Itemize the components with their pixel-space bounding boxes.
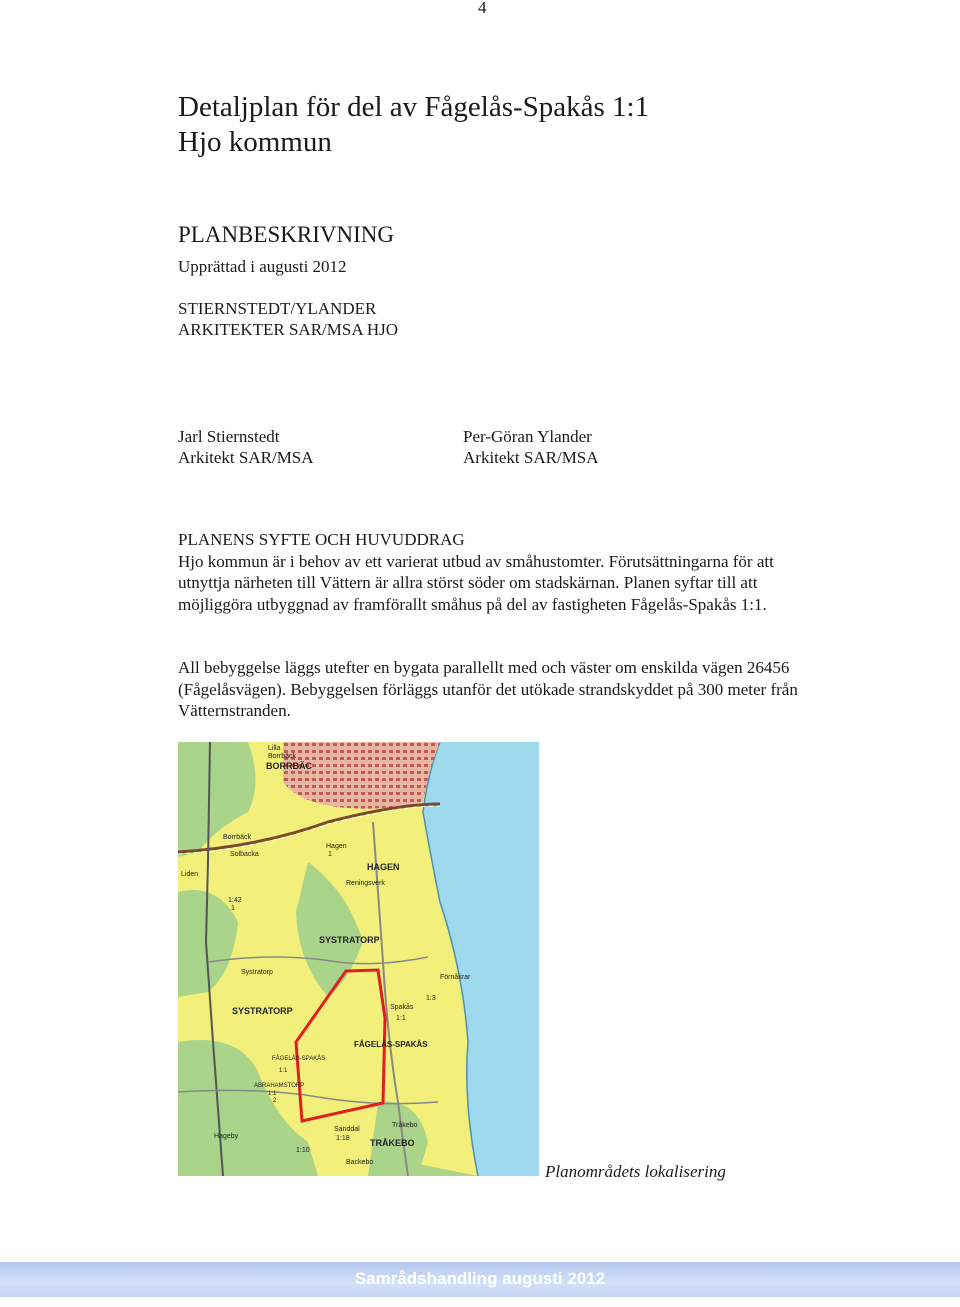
paragraph-1: Hjo kommun är i behov av ett varierat utbud av småhustomter. Förutsättningarna för att utnyttja närheten till Vättern är allra störst söder om stadskärnan. Planen syftar till att möjliggöra utbyggnad av framförallt småhus på del av fastigheten Fågelås-Spakås 1:1. [178,551,774,614]
map-label: 2 [273,1098,277,1104]
title-line-2: Hjo kommun [178,126,332,158]
page-number: 4 [478,0,487,17]
section-block [178,529,798,615]
section-heading: PLANENS SYFTE OCH HUVUDDRAG [178,530,465,549]
paragraph-2: All bebyggelse läggs utefter en bygata parallellt med och väster om enskilda vägen 26456 (Fågelåsvägen). Bebyggelsen förläggs utanför det utökade strandskyddet på 300 meter från Vätternstranden. [178,658,798,720]
map-label: FÅGELÅS-SPAKÅS [354,1040,428,1049]
title-line-1: Detaljplan för del av Fågelås-Spakås 1:1 [178,91,650,123]
map-label: SYSTRATORP [319,935,380,945]
map-label: Borrbäck [268,753,297,760]
document-type: PLANBESKRIVNING [178,222,394,247]
footer-text: Samrådshandling augusti 2012 [354,1269,606,1288]
map-label: Hageby [214,1133,239,1140]
map-label: TRÅKEBO [370,1138,415,1148]
architect-title: Arkitekt SAR/MSA [178,448,314,467]
map-graphic [178,742,539,1176]
map-label: 1 [328,851,332,858]
map-label: Borrbäck [223,834,252,841]
map-label: Systratorp [241,969,273,976]
architect-name: Per-Göran Ylander [463,427,592,446]
architect-1 [178,426,314,468]
map-label: 1:10 [296,1147,310,1154]
map-label: Solbacka [230,851,259,858]
map-label: FÅGELÅS-SPAKÅS [272,1056,326,1062]
map-label: 1:42 [228,897,242,904]
map-label: Spakås [390,1004,414,1011]
map-label: Tråkebo [392,1122,418,1129]
map-label: 1:1 [396,1015,406,1022]
page-title [178,90,649,160]
map-label: Sanddal [334,1126,360,1133]
map-town [283,742,440,809]
map-label: 1:1 [268,1091,277,1097]
map-label: 1 [231,905,235,912]
map-label: HAGEN [367,862,400,872]
map-label: Lilla [268,745,281,752]
office-block [178,298,398,340]
map-label: SYSTRATORP [232,1006,293,1016]
map-label: 1:18 [336,1135,350,1142]
architect-title: Arkitekt SAR/MSA [463,448,599,467]
map-label: Hagen [326,843,347,850]
map-caption: Planområdets lokalisering [545,1162,726,1181]
location-map [178,742,539,1176]
map-label: Liden [181,871,199,878]
architect-name: Jarl Stiernstedt [178,427,280,446]
map-label: BORRBÄC [266,761,312,771]
map-label: Backebo [346,1159,374,1166]
date-line: Upprättad i augusti 2012 [178,257,347,276]
office-line-2: ARKITEKTER SAR/MSA HJO [178,320,399,339]
map-label: 1:1 [279,1068,288,1074]
footer-bar [0,1262,960,1297]
map-label: Reningsverk [346,880,385,887]
map-label: ABRAHAMSTORP [254,1083,305,1089]
office-line-1: STIERNSTEDT/YLANDER [178,299,377,318]
architect-2 [463,426,599,468]
map-label: Förnåkrar [440,974,471,981]
map-label: 1:3 [426,995,436,1002]
